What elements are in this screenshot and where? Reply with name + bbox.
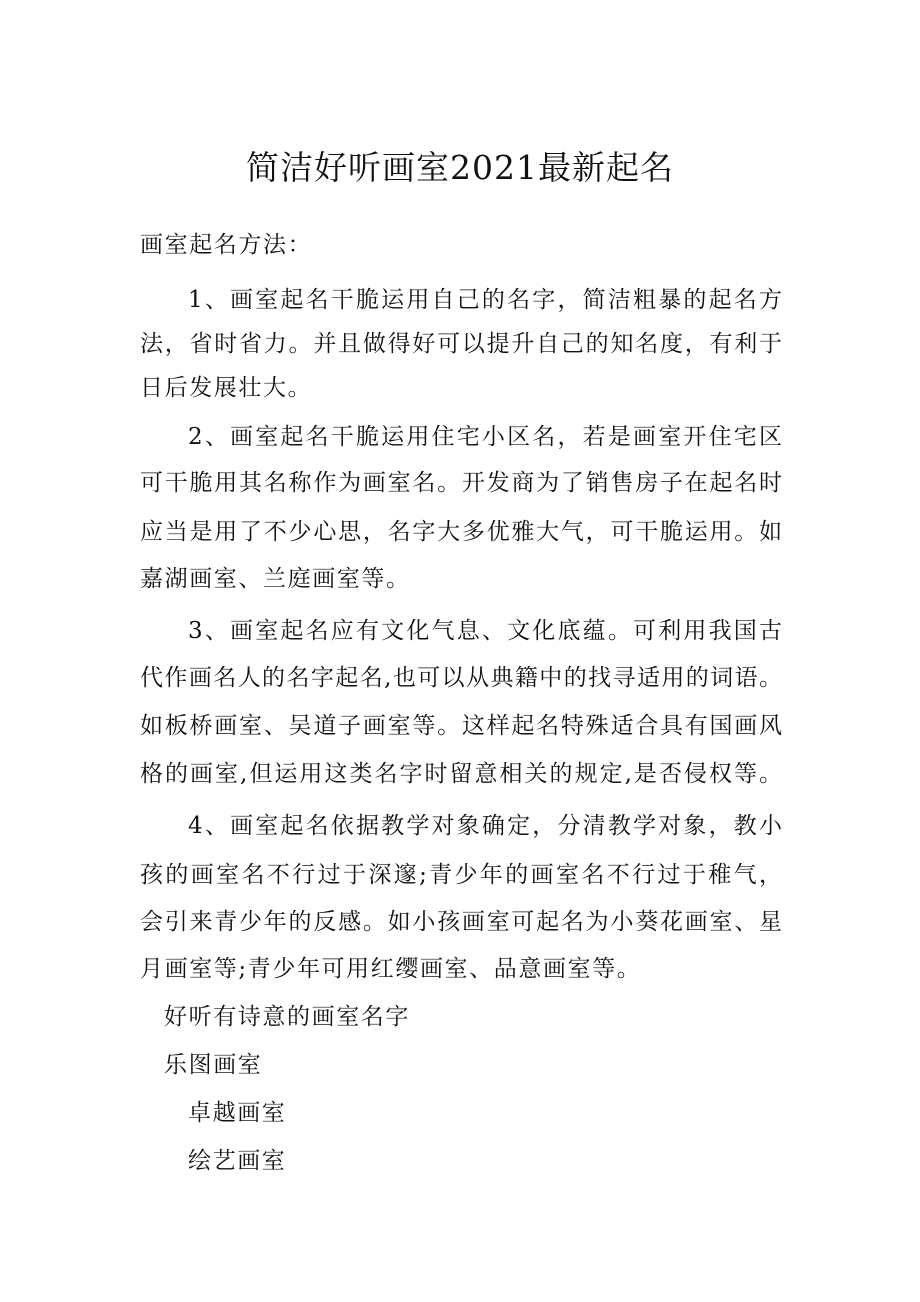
paragraph-line: 1、画室起名干脆运用自己的名字，简洁粗暴的起名方 [188, 287, 782, 313]
paragraph-line: 会引来青少年的反感。如小孩画室可起名为小葵花画室、星 [140, 909, 782, 935]
paragraph-line: 4、画室起名依据教学对象确定，分清教学对象，教小 [188, 813, 782, 839]
paragraph-line: 格的画室,但运用这类名字时留意相关的规定,是否侵权等。 [140, 761, 782, 787]
paragraph-line: 如板桥画室、吴道子画室等。这样起名特殊适合具有国画风 [140, 713, 782, 739]
paragraph-line: 嘉湖画室、兰庭画室等。 [140, 566, 411, 592]
paragraph-line: 代作画名人的名字起名,也可以从典籍中的找寻适用的词语。 [140, 665, 782, 691]
paragraph-line: 应当是用了不少心思，名字大多优雅大气，可干脆运用。如 [140, 519, 782, 545]
list-item: 乐图画室 [164, 1052, 263, 1078]
list-item: 绘艺画室 [188, 1148, 287, 1174]
section-heading: 画室起名方法： [140, 232, 313, 258]
list-item: 卓越画室 [188, 1100, 287, 1126]
paragraph-line: 月画室等;青少年可用红缨画室、品意画室等。 [140, 956, 642, 982]
subheading: 好听有诗意的画室名字 [164, 1004, 410, 1030]
paragraph-line: 可干脆用其名称作为画室名。开发商为了销售房子在起名时 [140, 470, 782, 496]
paragraph-line: 2、画室起名干脆运用住宅小区名，若是画室开住宅区 [188, 424, 782, 450]
paragraph-line: 孩的画室名不行过于深邃;青少年的画室名不行过于稚气， [140, 862, 782, 888]
document-title: 简洁好听画室2021最新起名 [246, 148, 674, 187]
paragraph-line: 日后发展壮大。 [140, 375, 313, 401]
paragraph-line: 3、画室起名应有文化气息、文化底蕴。可利用我国古 [188, 618, 782, 644]
paragraph-line: 法，省时省力。并且做得好可以提升自己的知名度，有利于 [140, 331, 782, 357]
